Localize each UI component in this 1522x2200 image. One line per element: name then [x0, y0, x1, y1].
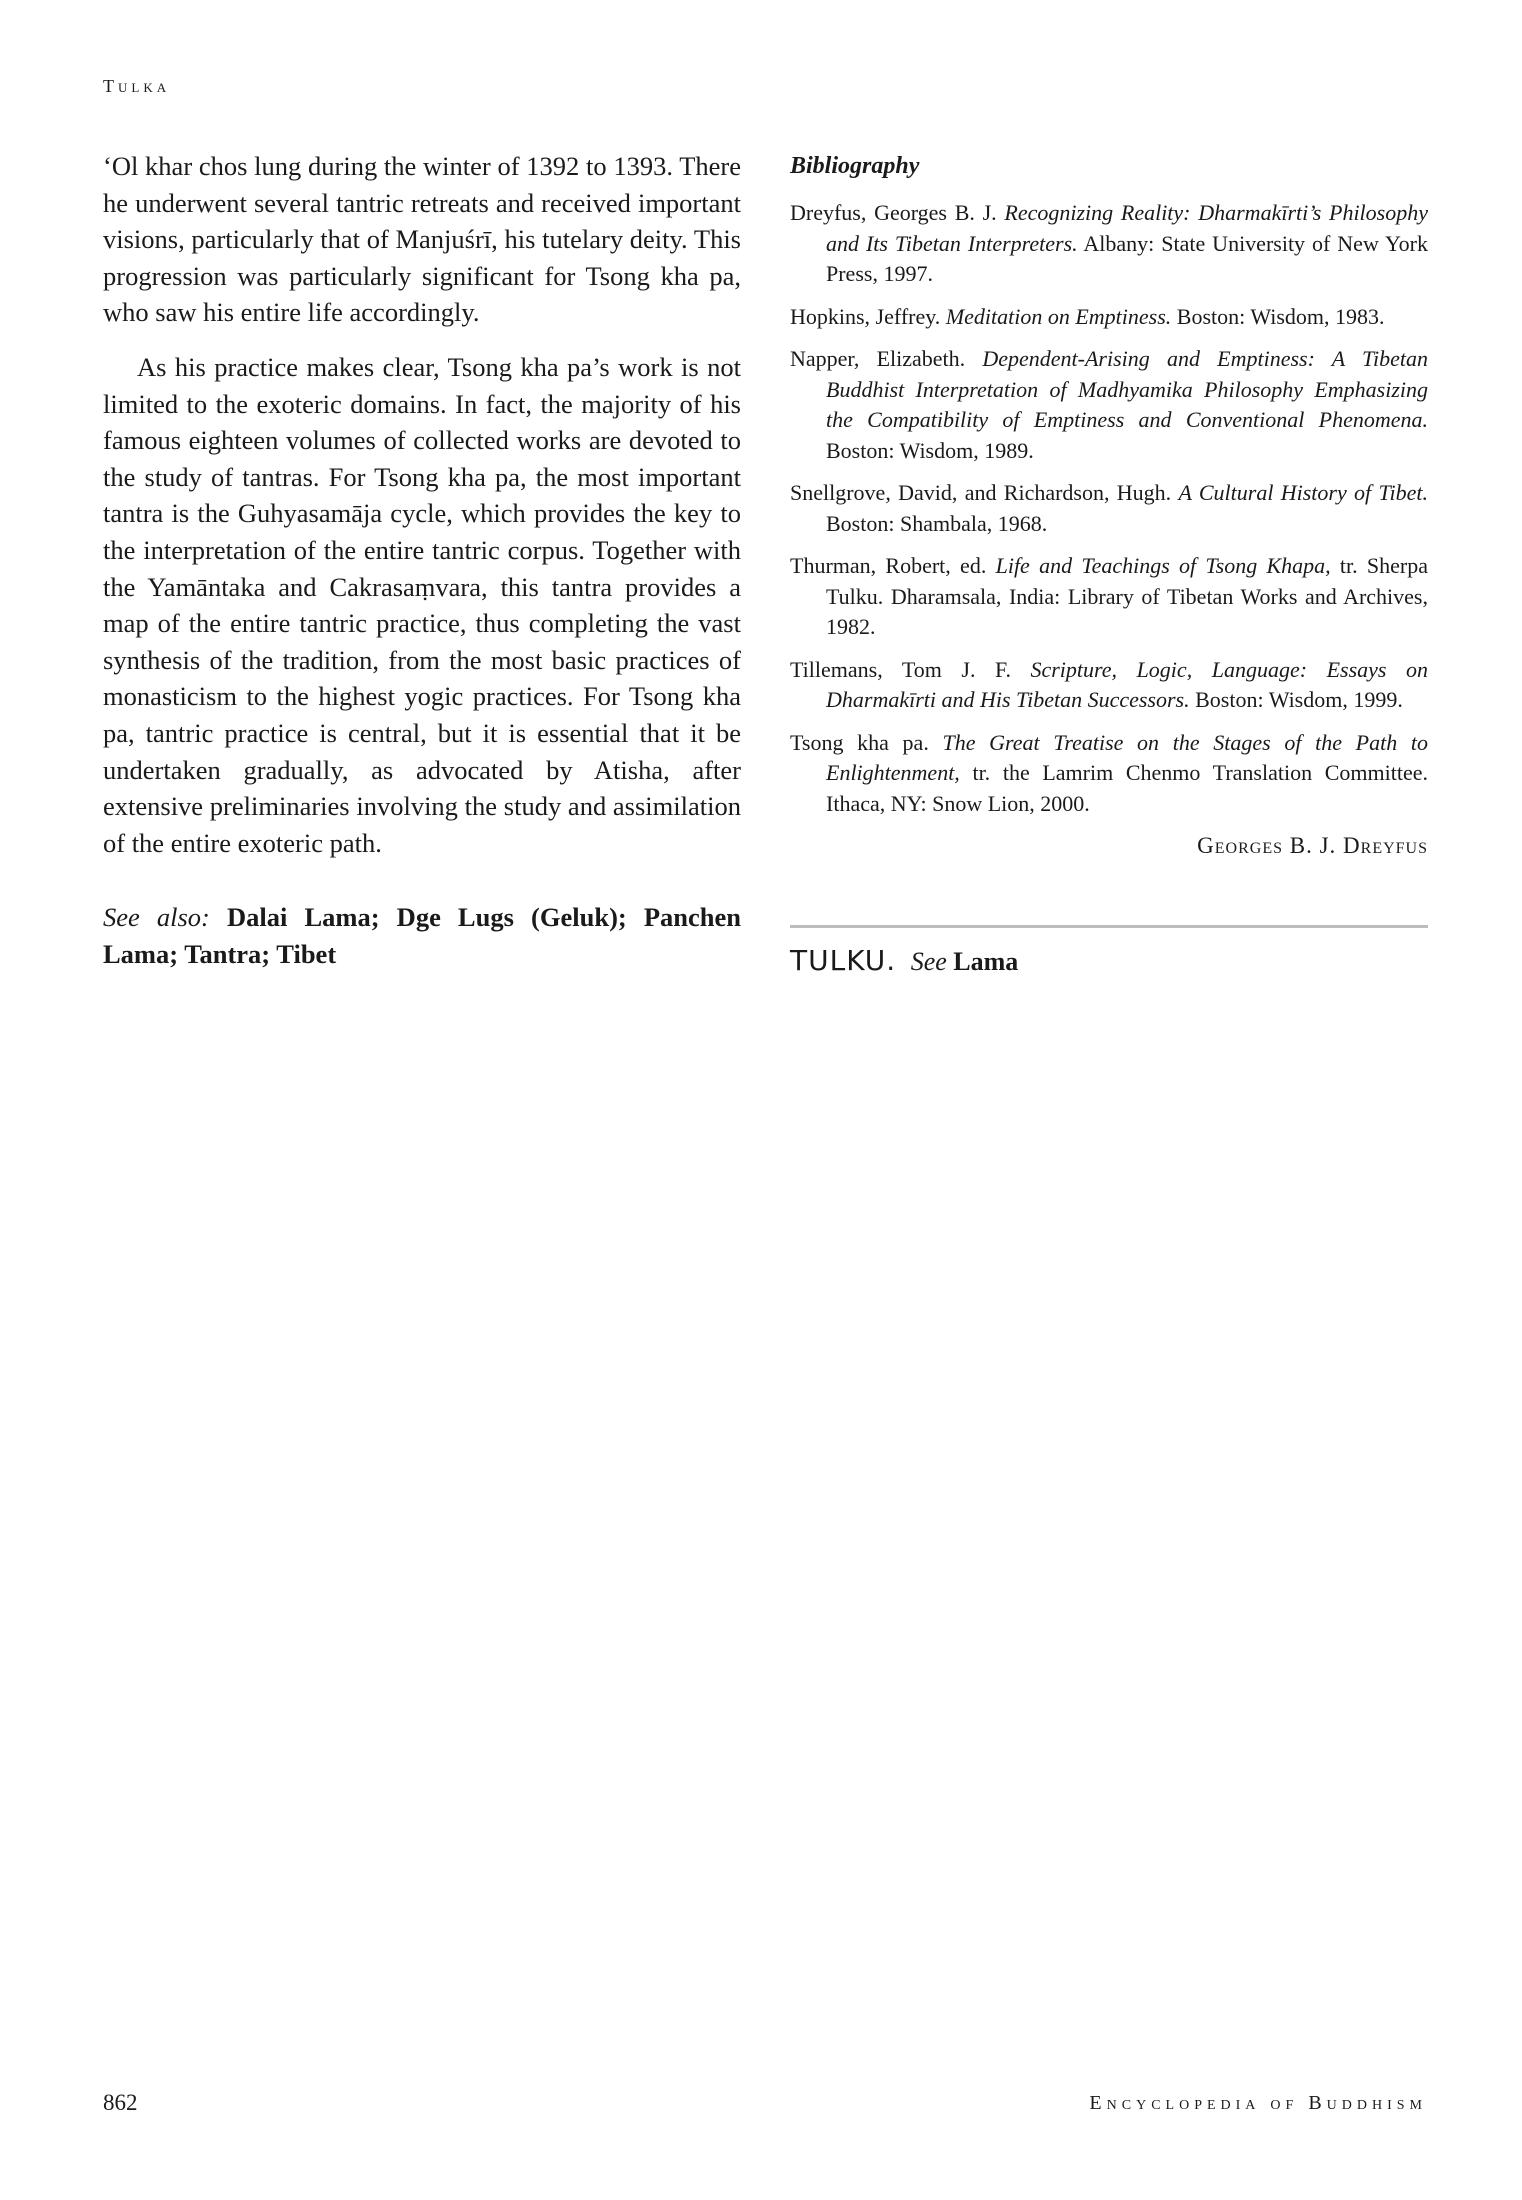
bibliography-entry — [790, 728, 1428, 820]
bib-title: Recognizing Reality: Dharmakīrti’s Philosophy and Its Tibetan Interpreters. — [826, 200, 1428, 256]
see-also-label: See also: — [103, 902, 210, 933]
bib-title: Dependent-Arising and Emptiness: A Tibetan Buddhist Interpretation of Madhyamika Philosophy Emphasizing the Compatibility of Emptiness and Conventional Phenomena. — [826, 346, 1428, 432]
running-foot: Encyclopedia of Buddhism — [1089, 2092, 1427, 2114]
bib-author: Hopkins, Jeffrey. — [790, 303, 946, 329]
bibliography-entry — [790, 344, 1428, 466]
left-column — [103, 148, 741, 972]
bib-author: Snellgrove, David, and Richardson, Hugh. — [790, 480, 1179, 505]
body-paragraph: As his practice makes clear, Tsong kha pa’s work is not limited to the exoteric domains. In fact, the majority of his famous eighteen volumes of collected works are devoted to the study of tantras. For Tsong kha pa, the most important tantra is the Guhyasamāja cycle, which provides the key to the interpretation of the entire tantric corpus. Together with the Yamāntaka and Cakrasaṃvara, this tantra provides a map of the entire tantric practice, thus completing the vast synthesis of the tradition, from the most basic practices of monasticism to the highest yogic practices. For Tsong kha pa, tantric practice is central, but it is essential that it be undertaken gradually, as advocated by Atisha, after extensive preliminaries involving the study and assimilation of the entire exoteric path. — [103, 351, 741, 858]
entry-tulku — [790, 944, 1428, 977]
bibliography-entry — [790, 302, 1428, 333]
bib-publication: Boston: Shambala, 1968. — [826, 510, 1048, 536]
bib-author: Tillemans, Tom J. F. — [790, 656, 1031, 682]
bibliography-heading: Bibliography — [790, 153, 920, 179]
bib-publication: Boston: Wisdom, 1983. — [1171, 303, 1385, 329]
bib-author: Napper, Elizabeth. — [790, 346, 983, 371]
cross-reference: Lama — [953, 947, 1019, 976]
entry-divider — [790, 925, 1428, 928]
right-column — [790, 148, 1428, 977]
headword: TULKU. — [790, 944, 897, 977]
see-also — [103, 899, 741, 972]
body-paragraph: ‘Ol khar chos lung during the winter of 1392 to 1393. There he underwent several tantric retreats and received important visions, particularly that of Manjuśrī, his tutelary deity. This progression was particularly significant for Tsong kha pa, who saw his entire life accordingly. — [103, 151, 741, 328]
bib-author: Tsong kha pa. — [790, 729, 943, 755]
bib-author: Thurman, Robert, ed. — [790, 553, 996, 578]
bib-title: Life and Teachings of Tsong Khapa, — [995, 553, 1331, 578]
page-number: 862 — [103, 2090, 138, 2115]
bib-title: The Great Treatise on the Stages of the Path to Enlightenment, — [826, 729, 1428, 785]
bib-author: Dreyfus, Georges B. J. — [790, 200, 1005, 225]
bibliography-entry — [790, 478, 1428, 539]
bib-publication: tr. the Lamrim Chenmo Translation Committee. Ithaca, NY: Snow Lion, 2000. — [826, 760, 1428, 816]
bibliography-entry — [790, 655, 1428, 716]
bib-title: A Cultural History of Tibet. — [1178, 480, 1428, 505]
bibliography-entry — [790, 198, 1428, 290]
bib-title: Scripture, Logic, Language: Essays on Dharmakīrti and His Tibetan Successors. — [826, 656, 1428, 712]
bib-publication: Boston: Wisdom, 1989. — [826, 437, 1034, 463]
see-also-refs: Dalai Lama; Dge Lugs (Geluk); Panchen Lama; Tantra; Tibet — [103, 902, 741, 969]
bib-publication: Albany: State University of New York Press, 1997. — [826, 230, 1428, 286]
article-author: Georges B. J. Dreyfus — [1197, 833, 1428, 858]
running-head: Tulka — [103, 76, 171, 96]
see-label: See — [910, 947, 947, 976]
bib-publication: tr. Sherpa Tulku. Dharamsala, India: Library of Tibetan Works and Archives, 1982. — [826, 553, 1428, 639]
bib-publication: Boston: Wisdom, 1999. — [1189, 687, 1403, 712]
bibliography-entry — [790, 551, 1428, 643]
bib-title: Meditation on Emptiness. — [945, 303, 1172, 329]
